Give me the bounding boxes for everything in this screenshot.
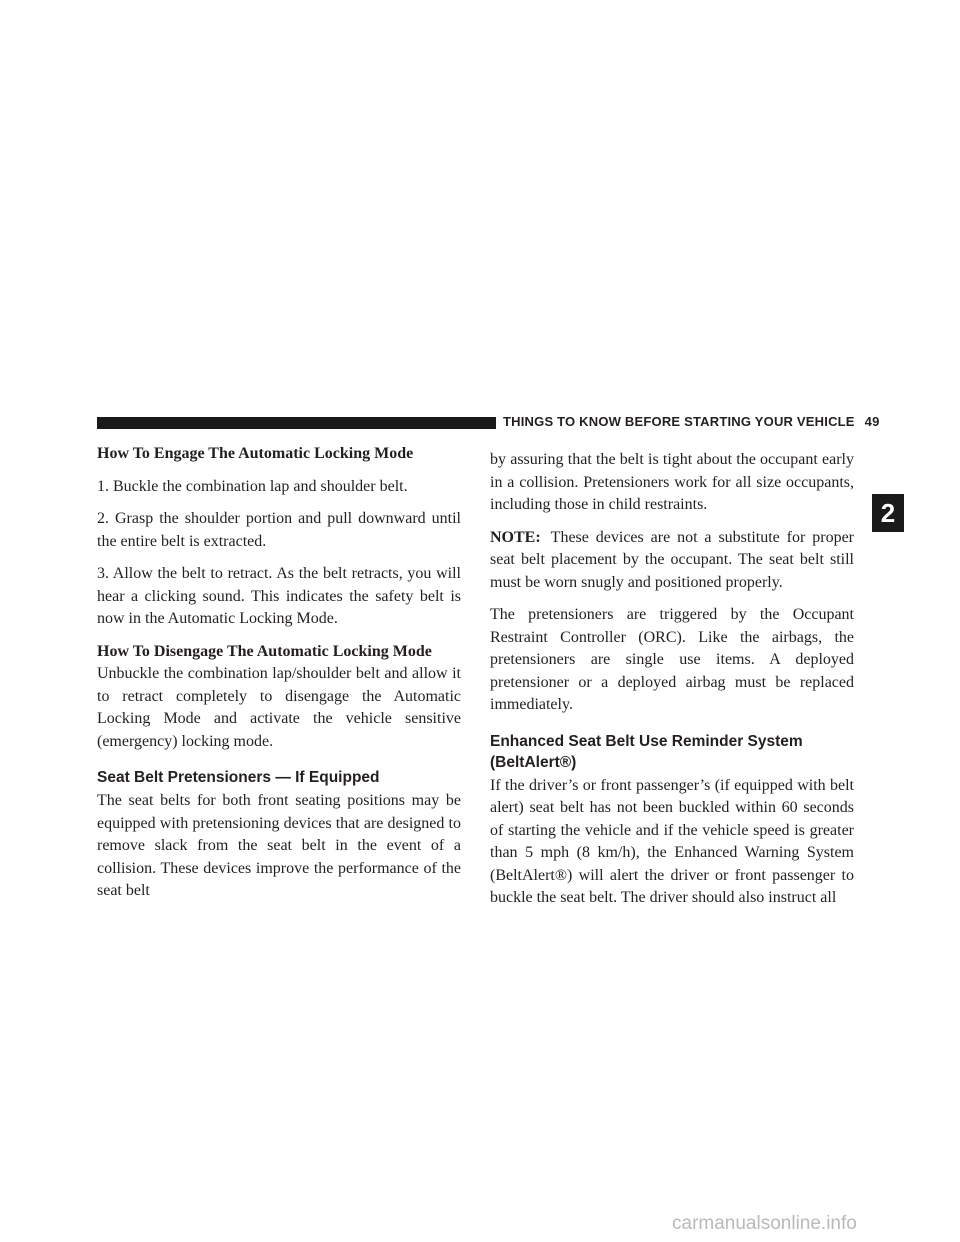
disengage-text: Unbuckle the combination lap/shoulder belt and allow it to retract completely to disengage the Automatic Locking Mode and activate the vehicle sensitive (emergency) locking mode. — [97, 665, 461, 750]
chapter-tab: 2 — [872, 494, 904, 532]
pretensioners-text: The seat belts for both front seating positions may be equipped with pretensioning devices that are designed to remove slack from the seat belt in the event of a collision. These devices improve the performance of the seat belt — [97, 792, 461, 899]
step-1: 1. Buckle the combination lap and shoulder belt. — [97, 477, 408, 495]
right-column — [490, 449, 854, 910]
note-label: NOTE: — [490, 528, 541, 546]
engage-heading: How To Engage The Automatic Locking Mode — [97, 445, 414, 462]
triggered-text: The pretensioners are triggered by the Occupant Restraint Controller (ORC). Like the airbags, the pretensioners are single use items. A deployed pretensioner or a deployed airbag must be replaced immediately. — [490, 606, 854, 713]
disengage-heading: How To Disengage The Automatic Locking Mode — [97, 642, 432, 660]
header-title: THINGS TO KNOW BEFORE STARTING YOUR VEHICLE — [503, 414, 855, 429]
pretensioners-heading: Seat Belt Pretensioners — If Equipped — [97, 769, 380, 786]
page-number: 49 — [864, 414, 880, 429]
running-header — [503, 412, 880, 432]
step-3: 3. Allow the belt to retract. As the belt retracts, you will hear a clicking sound. This indicates the safety belt is now in the Automatic Locking Mode. — [97, 565, 461, 627]
beltalert-heading: Enhanced Seat Belt Use Reminder System (BeltAlert®) — [490, 732, 803, 771]
note-paragraph — [490, 527, 854, 595]
continued-text: by assuring that the belt is tight about the occupant early in a collision. Pretensioners work for all size occupants, including those in child restraints. — [490, 451, 854, 513]
header-rule — [97, 417, 496, 429]
beltalert-text: If the driver’s or front passenger’s (if equipped with belt alert) seat belt has not been buckled within 60 seconds of starting the vehicle and if the vehicle speed is greater than 5 mph (8 km/h), the Enhanced Warning System (BeltAlert®) will alert the driver or front passenger to buckle the seat belt. The driver should also instruct all — [490, 776, 854, 906]
left-column — [97, 443, 461, 903]
note-text: These devices are not a substitute for proper seat belt placement by the occupant. The seat belt still must be worn snugly and positioned properly. — [490, 528, 854, 591]
step-2: 2. Grasp the shoulder portion and pull downward until the entire belt is extracted. — [97, 510, 461, 550]
watermark: carmanualsonline.info — [672, 1213, 857, 1234]
